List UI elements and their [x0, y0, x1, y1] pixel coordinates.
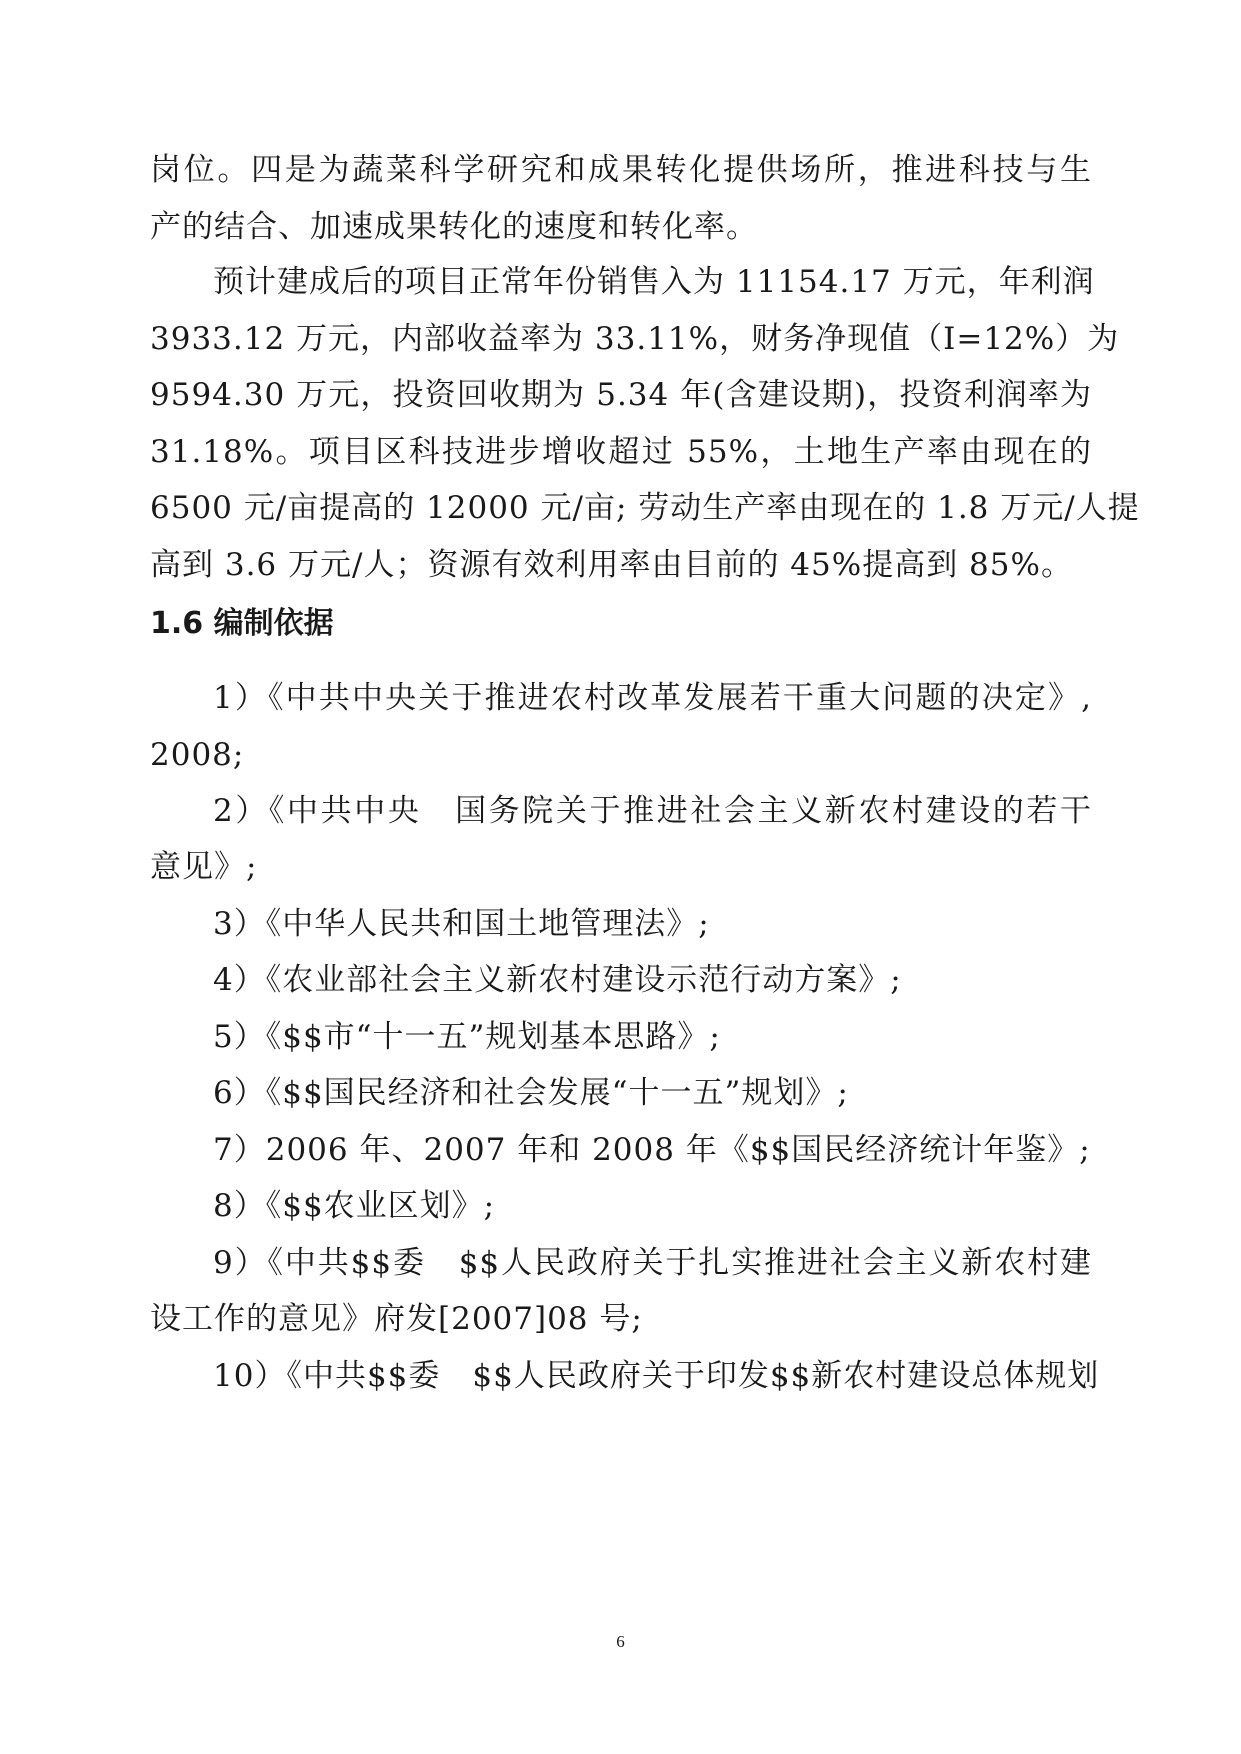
paragraph-line: 预计建成后的项目正常年份销售入为 11154.17 万元，年利润 [213, 264, 1095, 300]
reference-item: 8）《$$农业区划》; [213, 1188, 496, 1224]
page-number: 6 [616, 1632, 625, 1651]
paragraph-line: 3933.12 万元，内部收益率为 33.11%，财务净现值（I=12%）为 [150, 321, 1120, 357]
reference-item: 3）《中华人民共和国土地管理法》; [213, 906, 710, 942]
paragraph-line: 31.18%。项目区科技进步增收超过 55%，土地生产率由现在的 [150, 434, 1092, 470]
reference-item: 1）《中共中央关于推进农村改革发展若干重大问题的决定》, [213, 680, 1092, 716]
reference-item: 5）《$$市“十一五”规划基本思路》; [213, 1019, 721, 1055]
reference-item: 10）《中共$$委 $$人民政府关于印发$$新农村建设总体规划 [213, 1358, 1100, 1394]
reference-item: 9）《中共$$委 $$人民政府关于扎实推进社会主义新农村建 [213, 1245, 1092, 1281]
reference-item: 7）2006 年、2007 年和 2008 年《$$国民经济统计年鉴》; [213, 1132, 1091, 1168]
reference-item: 6）《$$国民经济和社会发展“十一五”规划》; [213, 1075, 849, 1111]
reference-item: 4）《农业部社会主义新农村建设示范行动方案》; [213, 962, 902, 998]
reference-item-continuation: 设工作的意见》府发[2007]08 号; [150, 1301, 643, 1337]
paragraph-line: 高到 3.6 万元/人；资源有效利用率由目前的 45%提高到 85%。 [150, 547, 1073, 583]
paragraph-line: 6500 元/亩提高的 12000 元/亩; 劳动生产率由现在的 1.8 万元/人提 [150, 490, 1140, 526]
reference-item-continuation: 意见》; [150, 849, 258, 885]
paragraph-line: 9594.30 万元，投资回收期为 5.34 年(含建设期)，投资利润率为 [150, 377, 1092, 413]
reference-item-continuation: 2008; [150, 737, 245, 773]
paragraph-line: 岗位。四是为蔬菜科学研究和成果转化提供场所，推进科技与生 [150, 152, 1092, 188]
section-heading: 1.6 编制依据 [150, 606, 334, 641]
paragraph-line: 产的结合、加速成果转化的速度和转化率。 [150, 209, 758, 245]
reference-item: 2）《中共中央 国务院关于推进社会主义新农村建设的若干 [213, 793, 1092, 829]
